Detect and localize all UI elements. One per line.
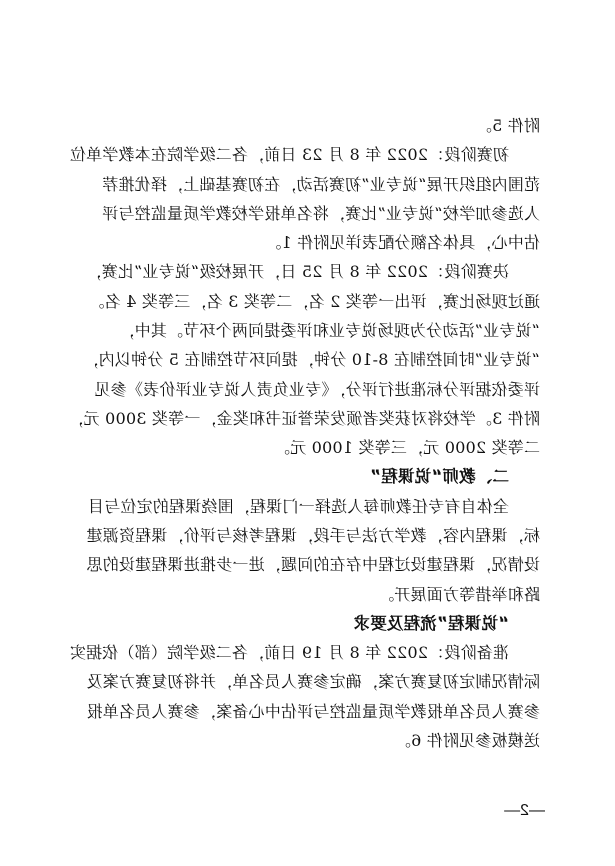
text-line: 估中心，具体名额分配表详见附件 1。 (265, 233, 540, 252)
page-number: —2— (504, 802, 545, 819)
text-line: 人选参加学校“说专业”比赛，将名单报学校教学质量监控与评 (102, 204, 540, 223)
text-line: “说专业”活动分为现场说专业和评委提问两个环节。其中， (118, 321, 540, 340)
text-line: 通过现场比赛，评出一等奖 2 名，二等奖 3 名，三等奖 4 名。 (88, 292, 540, 311)
text-line: “说专业”时间控制在 8-10 分钟，提问环节控制在 5 分钟以内， (82, 350, 540, 369)
text-line: 设情况，课程建设过程中存在的问题，进一步推进课程建设的思 (86, 555, 540, 574)
text-line: 送模板参见附件 6。 (394, 731, 540, 750)
text-line: 附件 5。 (475, 116, 540, 135)
text-line: 范围内组织开展“说专业”初赛活动，在初赛基础上，择优推荐 (102, 175, 540, 194)
text-line: 准备阶段：2022 年 8 月 19 日前，各二级学院（部）依据实 (69, 643, 509, 662)
text-line: 际情况制定初复赛方案，确定参赛人员名单，并将初复赛方案及 (86, 672, 540, 691)
text-line: 评委依据评分标准进行评分，《专业负责人说专业评价表》参见 (94, 380, 540, 399)
text-line: 附件 3。学校将对获奖者颁发荣誉证书和奖金，一等奖 3000 元， (67, 409, 540, 428)
text-line: 决赛阶段：2022 年 8 月 25 日，开展校级“说专业”比赛， (85, 262, 509, 281)
text-line: 二等奖 2000 元，三等奖 1000 元。 (273, 438, 540, 457)
text-line: 初赛阶段：2022 年 8 月 23 日前，各二级学院在本教学单位 (69, 145, 509, 164)
text-line: 参赛人员名单报教学质量监控与评估中心备案，参赛人员名单报 (86, 702, 540, 721)
subsection-heading: “说课程”流程及要求 (353, 614, 509, 633)
text-line: 路和举措等方面展开。 (377, 585, 540, 604)
text-line: 全体自有专任教师每人选择一门课程，围绕课程的定位与目 (87, 497, 509, 516)
section-heading: 二、教师“说课程” (370, 467, 509, 486)
text-line: 标，课程内容，教学方法与手段，课程考核与评价，课程资源建 (86, 526, 540, 545)
